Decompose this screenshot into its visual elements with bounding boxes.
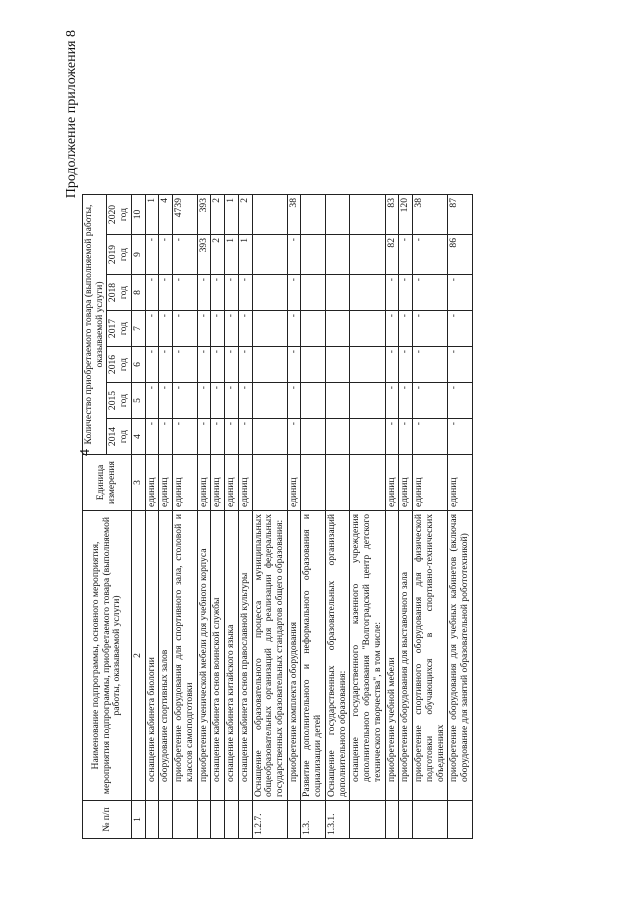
row-unit: единиц bbox=[211, 455, 225, 511]
row-value: - bbox=[211, 347, 225, 383]
table-row bbox=[173, 195, 197, 839]
row-value: - bbox=[225, 347, 239, 383]
row-name: оснащение кабинета китайского языка bbox=[225, 511, 239, 801]
row-value: - bbox=[399, 235, 413, 275]
row-value: - bbox=[385, 275, 399, 311]
equipment-table bbox=[82, 194, 473, 839]
row-value: - bbox=[448, 311, 472, 347]
row-value: 393 bbox=[197, 195, 211, 235]
header-year: 2016 год bbox=[107, 347, 131, 383]
row-unit: единиц bbox=[287, 455, 301, 511]
row-unit: единиц bbox=[225, 455, 239, 511]
row-value bbox=[350, 195, 385, 235]
header-num: № п/п bbox=[83, 801, 132, 839]
row-name: оснащение кабинета биологии bbox=[145, 511, 159, 801]
row-value bbox=[252, 235, 287, 275]
table-row bbox=[448, 195, 472, 839]
row-unit bbox=[350, 455, 385, 511]
table-row bbox=[145, 195, 159, 839]
row-value bbox=[301, 383, 325, 419]
row-value: - bbox=[399, 311, 413, 347]
row-unit bbox=[325, 455, 349, 511]
row-value bbox=[350, 383, 385, 419]
row-value: - bbox=[448, 383, 472, 419]
row-number bbox=[159, 801, 173, 839]
row-value: - bbox=[173, 419, 197, 455]
row-value bbox=[301, 347, 325, 383]
row-unit: единиц bbox=[238, 455, 252, 511]
column-index: 6 bbox=[131, 347, 145, 383]
row-value: - bbox=[413, 311, 448, 347]
row-value: 2 bbox=[211, 195, 225, 235]
table-row bbox=[238, 195, 252, 839]
header-year: 2018 год bbox=[107, 275, 131, 311]
row-number: 1.2.7. bbox=[252, 801, 287, 839]
row-value: - bbox=[211, 275, 225, 311]
row-value: - bbox=[238, 311, 252, 347]
row-value: - bbox=[413, 275, 448, 311]
row-unit: единиц bbox=[385, 455, 399, 511]
row-value bbox=[301, 235, 325, 275]
row-value: - bbox=[159, 275, 173, 311]
table-row bbox=[252, 195, 287, 839]
table-row bbox=[159, 195, 173, 839]
header-year: 2015 год bbox=[107, 383, 131, 419]
table-row bbox=[325, 195, 349, 839]
row-value: 86 bbox=[448, 235, 472, 275]
row-value: - bbox=[399, 419, 413, 455]
row-value: 87 bbox=[448, 195, 472, 235]
row-value: - bbox=[211, 311, 225, 347]
row-value: 1 bbox=[145, 195, 159, 235]
row-value: - bbox=[173, 235, 197, 275]
continuation-label: Продолжение приложения 8 bbox=[64, 30, 79, 199]
table-row bbox=[197, 195, 211, 839]
row-value: - bbox=[173, 311, 197, 347]
row-name: приобретение спортивного оборудования для физической подготовки обучающихся в спортивно-технических объединениях bbox=[413, 511, 448, 801]
row-value bbox=[325, 195, 349, 235]
row-value: - bbox=[173, 347, 197, 383]
row-value bbox=[252, 311, 287, 347]
row-value: - bbox=[197, 383, 211, 419]
row-value: - bbox=[287, 383, 301, 419]
row-number bbox=[385, 801, 399, 839]
table-row bbox=[350, 195, 385, 839]
row-number: 1.3.1. bbox=[325, 801, 349, 839]
row-name: приобретение комплекта оборудования bbox=[287, 511, 301, 801]
row-value: - bbox=[225, 311, 239, 347]
column-index: 9 bbox=[131, 235, 145, 275]
row-value bbox=[350, 419, 385, 455]
row-value: - bbox=[238, 347, 252, 383]
header-index-row bbox=[131, 195, 145, 839]
column-index: 10 bbox=[131, 195, 145, 235]
row-value: 2 bbox=[211, 235, 225, 275]
row-value: - bbox=[197, 419, 211, 455]
row-name: приобретение учебной мебели bbox=[385, 511, 399, 801]
row-number bbox=[197, 801, 211, 839]
row-name: приобретение оборудования для учебных кабинетов (включая оборудование для занятий образовательной робототехникой) bbox=[448, 511, 472, 801]
row-value bbox=[325, 311, 349, 347]
row-value: - bbox=[211, 419, 225, 455]
row-unit: единиц bbox=[399, 455, 413, 511]
row-name: оснащение кабинета основ православной культуры bbox=[238, 511, 252, 801]
row-value bbox=[301, 419, 325, 455]
row-value: 1 bbox=[225, 235, 239, 275]
header-unit: Единица измерения bbox=[83, 455, 132, 511]
row-value bbox=[350, 311, 385, 347]
column-index: 4 bbox=[131, 419, 145, 455]
row-value: - bbox=[211, 383, 225, 419]
row-value: 83 bbox=[385, 195, 399, 235]
row-value: - bbox=[399, 275, 413, 311]
row-value bbox=[325, 383, 349, 419]
row-unit: единиц bbox=[145, 455, 159, 511]
page-number: 4 bbox=[78, 449, 93, 456]
column-index: 5 bbox=[131, 383, 145, 419]
header-year: 2014 год bbox=[107, 419, 131, 455]
row-value: - bbox=[197, 311, 211, 347]
row-value bbox=[350, 347, 385, 383]
row-value bbox=[252, 195, 287, 235]
row-value: 2 bbox=[238, 195, 252, 235]
row-number bbox=[448, 801, 472, 839]
header-name: Наименование подпрограммы, основного мероприятия, мероприятия подпрограммы, приобретаемого товара (выполняемой работы, оказываемой услуги) bbox=[83, 511, 132, 801]
row-number bbox=[238, 801, 252, 839]
row-value bbox=[301, 311, 325, 347]
row-value: - bbox=[225, 419, 239, 455]
table-row bbox=[225, 195, 239, 839]
row-value bbox=[252, 275, 287, 311]
row-name: приобретение ученической мебели для учебного корпуса bbox=[197, 511, 211, 801]
row-number bbox=[287, 801, 301, 839]
row-unit: единиц bbox=[448, 455, 472, 511]
row-value: - bbox=[385, 383, 399, 419]
row-name: Развитие дополнительного и неформального образования и социализации детей bbox=[301, 511, 325, 801]
row-number bbox=[145, 801, 159, 839]
row-value bbox=[325, 419, 349, 455]
row-number bbox=[350, 801, 385, 839]
row-value: - bbox=[197, 347, 211, 383]
row-value: - bbox=[238, 383, 252, 419]
row-value bbox=[301, 275, 325, 311]
row-number bbox=[211, 801, 225, 839]
row-name: приобретение оборудования для выставочного зала bbox=[399, 511, 413, 801]
row-value: - bbox=[413, 419, 448, 455]
row-value bbox=[325, 347, 349, 383]
row-value: 393 bbox=[197, 235, 211, 275]
row-value: 38 bbox=[287, 195, 301, 235]
row-unit: единиц bbox=[159, 455, 173, 511]
table-body bbox=[145, 195, 472, 839]
row-value: 82 bbox=[385, 235, 399, 275]
row-value: - bbox=[413, 383, 448, 419]
table-row bbox=[399, 195, 413, 839]
row-unit: единиц bbox=[197, 455, 211, 511]
row-value: - bbox=[159, 419, 173, 455]
row-value: - bbox=[173, 383, 197, 419]
row-value: - bbox=[145, 383, 159, 419]
row-value bbox=[252, 383, 287, 419]
header-qty: Количество приобретаемого товара (выполняемой работы, оказываемой услуги) bbox=[83, 195, 107, 455]
row-value: 38 bbox=[413, 195, 448, 235]
row-number bbox=[413, 801, 448, 839]
row-value: - bbox=[287, 347, 301, 383]
row-value: 4739 bbox=[173, 195, 197, 235]
row-name: оборудование спортивных залов bbox=[159, 511, 173, 801]
table-row bbox=[301, 195, 325, 839]
row-name: оснащение кабинета основ воинской службы bbox=[211, 511, 225, 801]
row-value: - bbox=[159, 347, 173, 383]
row-value: - bbox=[197, 275, 211, 311]
row-name: Оснащение образовательного процесса муниципальных общеобразовательных организаций для реализации федеральных государственных образовательных стандартов общего образования: bbox=[252, 511, 287, 801]
row-number bbox=[399, 801, 413, 839]
row-value: - bbox=[225, 383, 239, 419]
row-value: - bbox=[413, 235, 448, 275]
table-row bbox=[413, 195, 448, 839]
row-value: 1 bbox=[225, 195, 239, 235]
row-unit: единиц bbox=[173, 455, 197, 511]
row-value: - bbox=[238, 275, 252, 311]
column-index: 8 bbox=[131, 275, 145, 311]
row-unit bbox=[252, 455, 287, 511]
row-value: 120 bbox=[399, 195, 413, 235]
row-value bbox=[252, 419, 287, 455]
row-value: - bbox=[145, 419, 159, 455]
row-value: 1 bbox=[238, 235, 252, 275]
row-value: - bbox=[287, 419, 301, 455]
row-value: - bbox=[159, 311, 173, 347]
row-value: - bbox=[399, 383, 413, 419]
row-unit bbox=[301, 455, 325, 511]
row-value: - bbox=[287, 235, 301, 275]
table-row bbox=[385, 195, 399, 839]
row-value: - bbox=[287, 311, 301, 347]
row-value: - bbox=[385, 347, 399, 383]
row-value bbox=[325, 275, 349, 311]
column-index: 7 bbox=[131, 311, 145, 347]
row-value: - bbox=[238, 419, 252, 455]
row-value: - bbox=[225, 275, 239, 311]
row-value: - bbox=[145, 311, 159, 347]
table-row bbox=[287, 195, 301, 839]
row-number: 1.3. bbox=[301, 801, 325, 839]
row-value bbox=[350, 235, 385, 275]
header-year: 2017 год bbox=[107, 311, 131, 347]
row-value: - bbox=[385, 311, 399, 347]
header-year: 2019 год bbox=[107, 235, 131, 275]
row-name: оснащение государственного казенного учреждения дополнительного образования "Волгоградский центр детского технического творчества", в том числе: bbox=[350, 511, 385, 801]
row-unit: единиц bbox=[413, 455, 448, 511]
row-value: - bbox=[287, 275, 301, 311]
row-value: - bbox=[159, 235, 173, 275]
row-number bbox=[173, 801, 197, 839]
row-value: - bbox=[448, 275, 472, 311]
row-value: - bbox=[385, 419, 399, 455]
table-row bbox=[211, 195, 225, 839]
row-value: - bbox=[145, 275, 159, 311]
row-value bbox=[350, 275, 385, 311]
row-value bbox=[325, 235, 349, 275]
row-value bbox=[252, 347, 287, 383]
row-value: - bbox=[448, 419, 472, 455]
row-value: 4 bbox=[159, 195, 173, 235]
row-value: - bbox=[159, 383, 173, 419]
column-index: 2 bbox=[131, 511, 145, 801]
header-year: 2020 год bbox=[107, 195, 131, 235]
row-value bbox=[301, 195, 325, 235]
column-index: 1 bbox=[131, 801, 145, 839]
column-index: 3 bbox=[131, 455, 145, 511]
row-value: - bbox=[145, 347, 159, 383]
row-number bbox=[225, 801, 239, 839]
row-value: - bbox=[413, 347, 448, 383]
row-value: - bbox=[173, 275, 197, 311]
row-value: - bbox=[145, 235, 159, 275]
row-name: приобретение оборудования для спортивного зала, столовой и классов самоподготовки bbox=[173, 511, 197, 801]
row-value: - bbox=[448, 347, 472, 383]
row-name: Оснащение государственных образовательных организаций дополнительного образования: bbox=[325, 511, 349, 801]
row-value: - bbox=[399, 347, 413, 383]
